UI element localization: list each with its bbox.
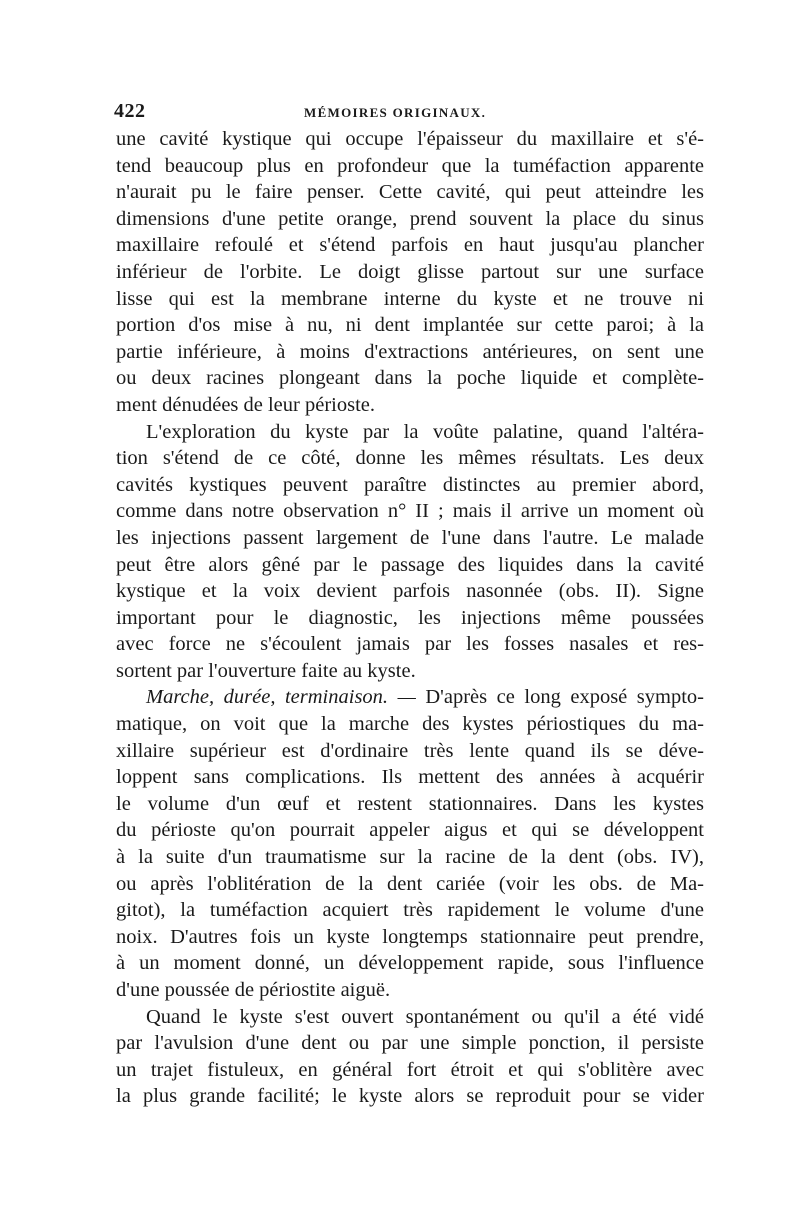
text-line: le volume d'un œuf et restent stationnaires. Dans les kystes bbox=[116, 792, 704, 815]
text-line: important pour le diagnostic, les injections même poussées bbox=[116, 606, 704, 629]
text-line: gitot), la tuméfaction acquiert très rapidement le volume d'une bbox=[116, 899, 704, 922]
text-line: d'une poussée de périostite aiguë. bbox=[116, 979, 391, 1001]
text-line: L'exploration du kyste par la voûte palatine, quand l'altéra- bbox=[146, 420, 704, 443]
text-line: noix. D'autres fois un kyste longtemps stationnaire peut prendre, bbox=[116, 925, 704, 948]
text-line: comme dans notre observation n° II ; mais il arrive un moment où bbox=[116, 500, 704, 523]
section-heading-line bbox=[116, 684, 704, 711]
text-line: loppent sans complications. Ils mettent des années à acquérir bbox=[116, 766, 704, 789]
text-line: par l'avulsion d'une dent ou par une simple ponction, il persiste bbox=[116, 1032, 704, 1055]
text-line: partie inférieure, à moins d'extractions antérieures, on sent une bbox=[116, 340, 704, 363]
text-line: ou deux racines plongeant dans la poche liquide et complète- bbox=[116, 367, 704, 390]
text-line: dimensions d'une petite orange, prend souvent la place du sinus bbox=[116, 207, 704, 230]
text-line: la plus grande facilité; le kyste alors se reproduit pour se vider bbox=[116, 1085, 704, 1108]
text-line: maxillaire refoulé et s'étend parfois en haut jusqu'au plancher bbox=[116, 234, 704, 257]
page-number: 422 bbox=[114, 100, 146, 122]
text-line: xillaire supérieur est d'ordinaire très lente quand ils se déve- bbox=[116, 739, 704, 762]
text-line: cavités kystiques peuvent paraître distinctes au premier abord, bbox=[116, 473, 704, 496]
text-line: n'aurait pu le faire penser. Cette cavité, qui peut atteindre les bbox=[116, 181, 704, 204]
section-heading-italic: Marche, durée, terminaison. — bbox=[146, 686, 426, 709]
text-line: tend beaucoup plus en profondeur que la tuméfaction apparente bbox=[116, 154, 704, 177]
text-line: avec force ne s'écoulent jamais par les fosses nasales et res- bbox=[116, 633, 704, 656]
text-line: à un moment donné, un développement rapide, sous l'influence bbox=[116, 952, 704, 975]
page-header bbox=[114, 100, 704, 126]
text-line: matique, on voit que la marche des kystes périostiques du ma- bbox=[116, 713, 704, 736]
text-line: Quand le kyste s'est ouvert spontanément ou qu'il a été vidé bbox=[146, 1005, 704, 1028]
text-line: lisse qui est la membrane interne du kyste et ne trouve ni bbox=[116, 287, 704, 310]
section-heading-rest: D'après ce long exposé sympto- bbox=[425, 686, 705, 709]
text-line: kystique et la voix devient parfois nasonnée (obs. II). Signe bbox=[116, 580, 704, 603]
text-line: inférieur de l'orbite. Le doigt glisse partout sur une surface bbox=[116, 260, 704, 283]
text-line: du périoste qu'on pourrait appeler aigus et qui se développent bbox=[116, 819, 704, 842]
text-line: une cavité kystique qui occupe l'épaisseur du maxillaire et s'é- bbox=[116, 128, 704, 150]
text-line: peut être alors gêné par le passage des liquides dans la cavité bbox=[116, 553, 704, 576]
text-line: ou après l'oblitération de la dent cariée (voir les obs. de Ma- bbox=[116, 872, 704, 895]
text-line: sortent par l'ouverture faite au kyste. bbox=[116, 659, 416, 682]
text-line: à la suite d'un traumatisme sur la racine de la dent (obs. IV), bbox=[116, 846, 704, 869]
text-line: ment dénudées de leur périoste. bbox=[116, 393, 376, 416]
text-line: les injections passent largement de l'une dans l'autre. Le malade bbox=[116, 526, 704, 549]
text-line: tion s'étend de ce côté, donne les mêmes résultats. Les deux bbox=[116, 447, 704, 470]
text-line: un trajet fistuleux, en général fort étroit et qui s'oblitère avec bbox=[116, 1058, 704, 1081]
body-text bbox=[116, 126, 704, 1110]
running-head: MÉMOIRES ORIGINAUX. bbox=[304, 105, 487, 120]
text-line: portion d'os mise à nu, ni dent implantée sur cette paroi; à la bbox=[116, 314, 704, 337]
